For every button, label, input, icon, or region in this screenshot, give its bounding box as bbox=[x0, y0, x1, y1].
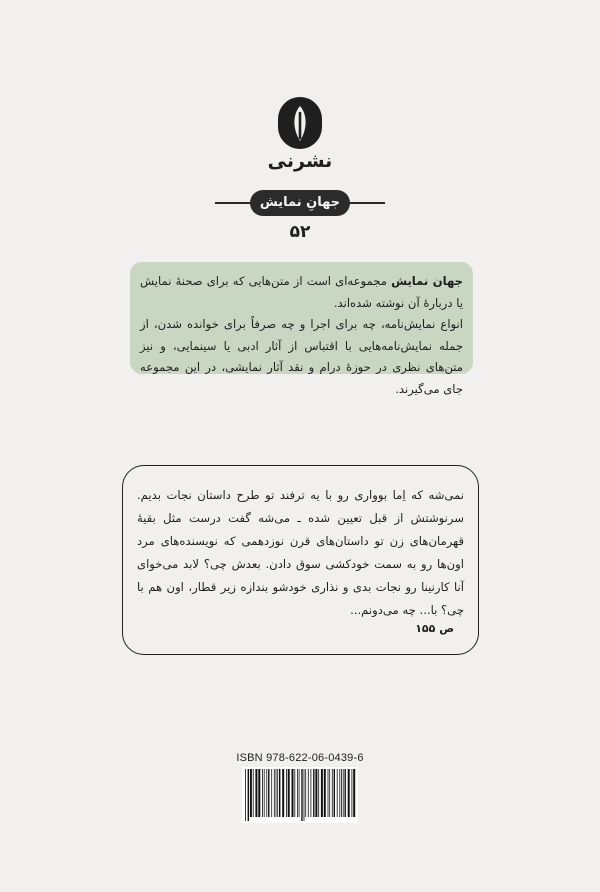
quote-page-reference: ص ۱۵۵ bbox=[415, 622, 454, 635]
barcode-bar bbox=[329, 769, 330, 817]
barcode-bar bbox=[348, 769, 350, 817]
barcode-bar bbox=[258, 769, 260, 817]
barcode-bar bbox=[288, 769, 290, 817]
barcode-bar bbox=[271, 769, 272, 817]
barcode-bar bbox=[268, 769, 269, 817]
description-paragraph-1 bbox=[140, 271, 463, 314]
barcode-bar bbox=[343, 769, 344, 817]
barcode-bar bbox=[352, 769, 353, 817]
series-badge: جهانِ نمایش bbox=[250, 190, 350, 216]
barcode-bar bbox=[282, 769, 284, 817]
barcode-bar bbox=[299, 769, 300, 817]
barcode-bar bbox=[245, 769, 246, 821]
barcode-bar bbox=[332, 769, 333, 817]
barcode-bar bbox=[301, 769, 302, 821]
description-title: جهان نمایش bbox=[391, 274, 463, 288]
series-description-box bbox=[130, 262, 473, 396]
barcode-bar bbox=[353, 769, 355, 817]
barcode-bar bbox=[266, 769, 267, 817]
barcode-bar bbox=[277, 769, 278, 817]
barcode-bar bbox=[286, 769, 287, 817]
barcode-bar bbox=[345, 769, 346, 817]
barcode-bar bbox=[313, 769, 314, 817]
publisher-logo-icon bbox=[277, 96, 323, 150]
barcode-bar bbox=[255, 769, 257, 817]
barcode-bar bbox=[253, 769, 254, 817]
barcode-bar bbox=[341, 769, 342, 817]
barcode-bar bbox=[337, 769, 338, 817]
series-number: ۵۲ bbox=[289, 222, 311, 242]
barcode-bar bbox=[328, 769, 329, 817]
barcode-bar bbox=[292, 769, 294, 817]
publisher-name: نشرنی bbox=[267, 150, 333, 172]
barcode-bar bbox=[308, 769, 309, 817]
barcode-bar bbox=[339, 769, 340, 817]
barcode-bar bbox=[294, 769, 295, 817]
barcode-bar bbox=[304, 769, 305, 821]
barcode-bar bbox=[315, 769, 317, 817]
barcode-bar bbox=[334, 769, 335, 817]
barcode-bar bbox=[297, 769, 298, 817]
quote-text: نمی‌شه که اِما بوواری رو با یه ترفند تو طرح داستان نجات بدیم. سرنوشتش از قبل تعیین شده ـ می‌شه گفت درست مثل بقیهٔ قهرمان‌های زن تو داستان‌های قرن نوزدهمی که نویسنده‌های مرد اون‌ها رو به سمت خودکشی سوق دادن. بعدش چی؟ لابد می‌خوای آنا کارنینا رو نجات بدی و نذاری خودشو بندازه زیر قطار، اون هم با چی؟ با... چه می‌دونم... bbox=[137, 488, 464, 617]
description-text-1: مجموعه‌ای است از متن‌هایی که برای صحنهٔ نمایش یا دربارهٔ آن نوشته شده‌اند. bbox=[140, 274, 463, 310]
divider bbox=[343, 202, 385, 204]
barcode-bar bbox=[250, 769, 252, 817]
barcode-bar bbox=[248, 769, 249, 821]
barcode-bar bbox=[321, 769, 323, 817]
barcode-bar bbox=[318, 769, 319, 817]
barcode-bar bbox=[276, 769, 277, 817]
barcode-bar bbox=[324, 769, 326, 817]
isbn-text: ISBN 978-622-06-0439-6 bbox=[236, 752, 364, 764]
barcode-bar bbox=[279, 769, 280, 817]
barcode-bar bbox=[274, 769, 275, 817]
barcode-bar bbox=[264, 769, 265, 817]
barcode-bar bbox=[262, 769, 263, 817]
quote-box bbox=[122, 465, 479, 655]
series-header bbox=[215, 190, 385, 216]
barcode-bar bbox=[311, 769, 312, 817]
barcode bbox=[242, 767, 358, 823]
description-paragraph-2: انواع نمایش‌نامه، چه برای اجرا و چه صرفاً برای خوانده شدن، از جمله نمایش‌نامه‌هایی با اقتباس از آثار ادبی یا سینمایی، و نیز متن‌های نظری در حوزهٔ درام و نقد آثار نمایشی، در این مجموعه جای می‌گیرند. bbox=[140, 317, 463, 396]
barcode-bar bbox=[305, 769, 306, 817]
